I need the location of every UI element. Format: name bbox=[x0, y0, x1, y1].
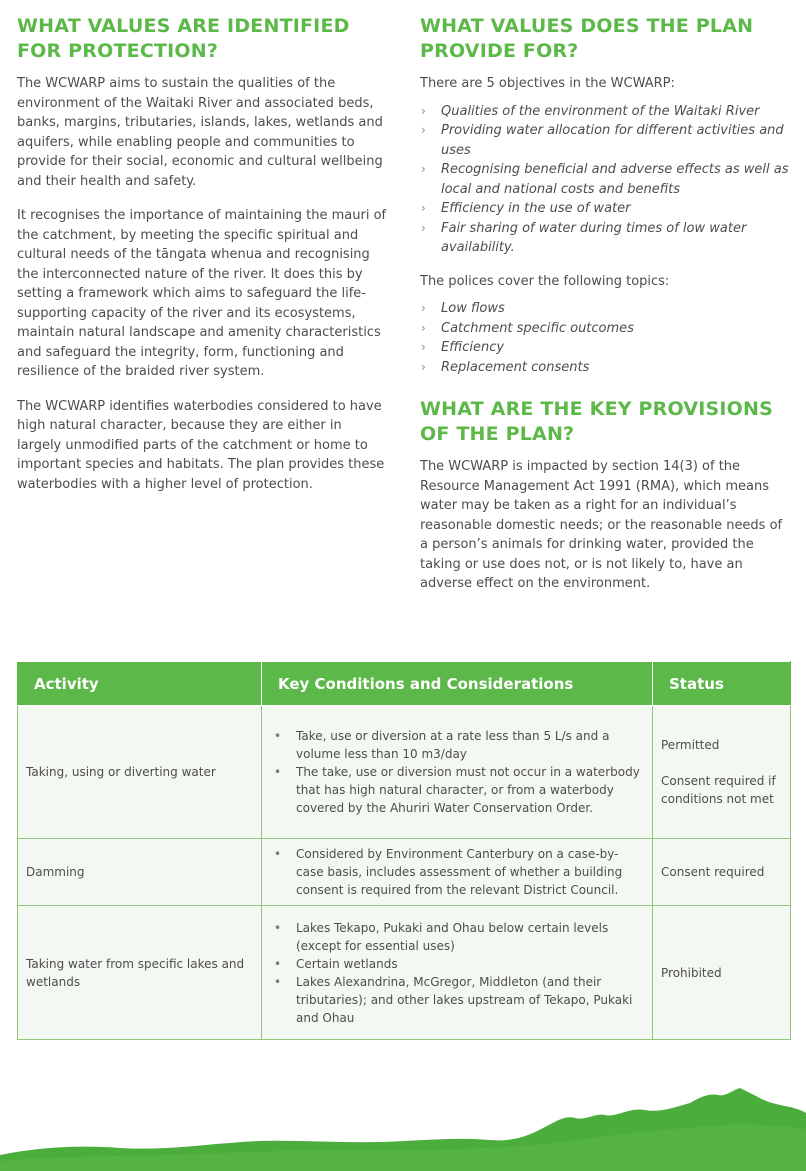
objectives-intro: There are 5 objectives in the WCWARP: bbox=[420, 76, 675, 91]
chevron-right-icon: › bbox=[421, 320, 426, 335]
list-item: • Take, use or diversion at a rate less than 5 L/s and a volume less than 10 m3/day bbox=[274, 729, 610, 761]
status-text: Consent required bbox=[661, 865, 765, 879]
status-cell bbox=[653, 839, 791, 906]
chevron-right-icon: › bbox=[421, 301, 426, 315]
list-item: • Lakes Tekapo, Pukaki and Ohau below certain levels (except for essential uses) bbox=[274, 920, 609, 953]
column-header-activity: Activity bbox=[18, 662, 262, 706]
bullet-icon: • bbox=[274, 956, 282, 971]
list-item: › Replacement consents bbox=[420, 358, 792, 378]
status-text: Prohibited bbox=[661, 965, 722, 980]
chevron-right-icon: › bbox=[421, 340, 426, 354]
bullet-icon: • bbox=[274, 765, 282, 779]
chevron-right-icon: › bbox=[421, 123, 426, 137]
chevron-right-icon: › bbox=[421, 359, 426, 374]
table-header-row bbox=[18, 662, 791, 706]
chevron-right-icon: › bbox=[421, 220, 426, 235]
column-header-conditions: Key Conditions and Considerations bbox=[262, 662, 653, 706]
list-item: › Providing water allocation for different activities and uses bbox=[421, 123, 784, 158]
objectives-list bbox=[420, 102, 792, 258]
activity-cell: Damming bbox=[18, 839, 262, 906]
list-item: › Low flows bbox=[420, 299, 792, 319]
activity-cell: Taking water from specific lakes and wetlands bbox=[18, 906, 262, 1040]
bullet-icon: • bbox=[274, 847, 282, 861]
activity-table bbox=[17, 661, 791, 1040]
bullet-icon: • bbox=[274, 974, 282, 989]
list-item: › Recognising beneficial and adverse effects as well as local and national costs and benefits bbox=[421, 162, 789, 197]
chevron-right-icon: › bbox=[421, 103, 426, 118]
policies-intro: The polices cover the following topics: bbox=[420, 273, 670, 289]
list-item: › Efficiency in the use of water bbox=[420, 199, 792, 219]
status-text: Consent required if conditions not met bbox=[661, 774, 776, 806]
policies-list bbox=[420, 299, 792, 377]
table-row bbox=[18, 839, 791, 906]
chevron-right-icon: › bbox=[421, 201, 426, 215]
paragraph-natural-character: The WCWARP identifies waterbodies considered to have high natural character, because they are either in largely unmodified parts of the catchment or home to important species and habitats. The plan provides these waterbodies with a higher level of protection. bbox=[17, 398, 385, 492]
conditions-cell bbox=[262, 839, 653, 906]
table-row bbox=[18, 906, 791, 1040]
chevron-right-icon: › bbox=[421, 162, 426, 176]
list-item: • The take, use or diversion must not occur in a waterbody that has high natural character, or from a waterbody covered by the Ahuriri Water Conservation Order. bbox=[274, 765, 640, 815]
heading-key-provisions: WHAT ARE THE KEY PROVISIONS OF THE PLAN? bbox=[420, 398, 773, 445]
status-text: Permitted bbox=[661, 738, 720, 752]
list-item: › Catchment specific outcomes bbox=[420, 319, 792, 339]
heading-values-provided: WHAT VALUES DOES THE PLAN PROVIDE FOR? bbox=[420, 15, 754, 62]
list-item: • Considered by Environment Canterbury on a case-by-case basis, includes assessment of whether a building consent is required from the relevant District Council. bbox=[274, 847, 623, 897]
conditions-cell bbox=[262, 706, 653, 839]
right-column bbox=[420, 14, 792, 609]
list-item: › Efficiency bbox=[420, 338, 792, 358]
activity-cell: Taking, using or diverting water bbox=[18, 706, 262, 839]
status-cell bbox=[653, 706, 791, 839]
list-item: • Lakes Alexandrina, McGregor, Middleton (and their tributaries); and other lakes upstream of Tekapo, Pukaki and Ohau bbox=[274, 974, 633, 1025]
conditions-cell bbox=[262, 906, 653, 1040]
list-item: › Qualities of the environment of the Waitaki River bbox=[420, 102, 792, 122]
paragraph-aims: The WCWARP aims to sustain the qualities of the environment of the Waitaki River and associated beds, banks, margins, tributaries, islands, lakes, wetlands and aquifers, while enabling people and communities to provide for their social, economic and cultural wellbeing and their health and safety. bbox=[17, 76, 383, 189]
paragraph-mauri: It recognises the importance of maintaining the mauri of the catchment, by meeting the specific spiritual and cultural needs of the tāngata whenua and recognising the interconnected nature of the river. It does this by setting a framework which aims to safeguard the life-supporting capacity of the river and its ecosystems, maintain natural landscape and amenity characteristics and safeguard the integrity, form, functioning and resilience of the braided river system. bbox=[17, 208, 387, 379]
bullet-icon: • bbox=[274, 920, 282, 935]
list-item: • Certain wetlands bbox=[274, 956, 398, 971]
bullet-icon: • bbox=[274, 729, 282, 743]
paragraph-provisions: The WCWARP is impacted by section 14(3) of the Resource Management Act 1991 (RMA), which means water may be taken as a right for an individual’s reasonable domestic needs; or the reasonable needs of a person’s animals for drinking water, provided the taking or use does not, or is not likely to, have an adverse effect on the environment. bbox=[420, 459, 783, 591]
list-item: › Fair sharing of water during times of low water availability. bbox=[421, 220, 747, 255]
status-cell bbox=[653, 906, 791, 1040]
green-hills-silhouette-icon bbox=[0, 1085, 806, 1171]
table-row bbox=[18, 706, 791, 839]
left-column bbox=[17, 14, 387, 509]
column-header-status: Status bbox=[653, 662, 791, 706]
heading-values-identified: WHAT VALUES ARE IDENTIFIED FOR PROTECTION? bbox=[17, 15, 350, 62]
